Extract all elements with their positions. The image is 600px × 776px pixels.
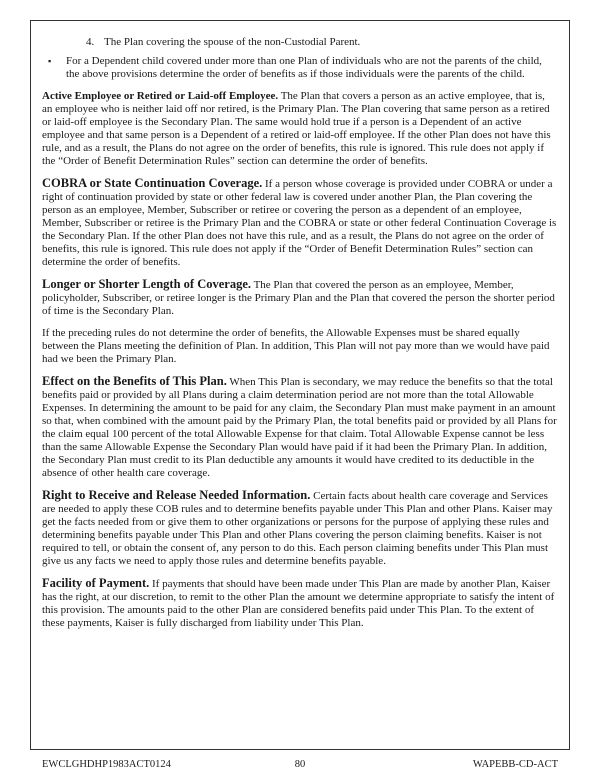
bullet-list-item <box>42 55 558 81</box>
paragraph-text: If payments that should have been made under This Plan are made by another Plan, Kaiser has the right, at our discretion, to remit to the other Plan the amount we determine appropriate to satisfy the intent of this provision. The amounts paid to the other Plan are considered benefits paid under This Plan. To the extent of these payments, Kaiser is fully discharged from liability under This Plan. <box>42 578 555 629</box>
paragraph-lead: Longer or Shorter Length of Coverage. <box>42 277 252 291</box>
paragraph-lead: COBRA or State Continuation Coverage. <box>42 176 263 190</box>
footer-document-code-right: WAPEBB-CD-ACT <box>472 759 558 770</box>
footer-document-code-left: EWCLGHDHP1983ACT0124 <box>42 759 171 770</box>
paragraph-text: If the preceding rules do not determine the order of benefits, the Allowable Expenses must be shared equally between the Plans meeting the definition of Plan. In addition, This Plan will not pay more than we would have paid had we been the Primary Plan. <box>42 327 550 365</box>
page-footer <box>42 759 558 770</box>
paragraph-text: If a person whose coverage is provided under COBRA or under a right of continuation provided by state or other federal law is covered under another Plan, the Plan covering the person as an employee, Member, Subscriber or retiree or covering the person as a dependent of an employee, Member, Subscriber or retiree is the Primary Plan and the COBRA or state or other federal Continuation Coverage is the Secondary Plan. If the other Plan does not have this rule, and as a result, the Plans do not agree on the order of benefits, this rule is ignored. This rule does not apply if the “Order of Benefit Determination Rules” section can determine the order of benefits. <box>42 178 557 268</box>
paragraph-cobra <box>42 177 558 269</box>
list-number: 4. <box>86 36 95 48</box>
paragraph-effect-on-benefits <box>42 375 558 480</box>
numbered-list-item <box>42 36 558 49</box>
paragraph-text: The Plan that covers a person as an active employee, that is, an employee who is neither laid off nor retired, is the Primary Plan. The Plan covering that same person as a retired or laid-off employee is the Secondary Plan. The same would hold true if a person is a Dependent of an active employee and that same person is a Dependent of a retired or laid-off employee. If the other Plan does not have this rule, and as a result, the Plans do not agree on the order of benefits, this rule is ignored. This rule does not apply if the “Order of Benefit Determination Rules” section can determine the order of benefits. <box>42 90 551 167</box>
paragraph-lead: Right to Receive and Release Needed Information. <box>42 488 311 502</box>
paragraph-text: When This Plan is secondary, we may reduce the benefits so that the total benefits paid or provided by all Plans during a claim determination period are not more than the total Allowable Expenses. In determining the amount to be paid for any claim, the Secondary Plan must make payment in an amount so that, when combined with the amount paid by the Primary Plan, the total benefits paid or provided by all Plans for the claim equal 100 percent of the total Allowable Expense for that claim. Total Allowable Expense cannot be less than the same Allowable Expense the Secondary Plan would have paid if it had been the Primary Plan. In addition, the Secondary Plan must credit to its Plan deductible any amounts it would have credited to its deductible in the absence of other health care coverage. <box>42 376 557 479</box>
paragraph-lead: Effect on the Benefits of This Plan. <box>42 374 227 388</box>
paragraph-lead: Active Employee or Retired or Laid-off Employee. <box>42 90 279 102</box>
page-body <box>42 36 558 639</box>
paragraph-text: The Plan that covered the person as an employee, Member, policyholder, Subscriber, or retiree longer is the Primary Plan and the Plan that covered the person the shorter period of time is the Secondary Plan. <box>42 279 555 317</box>
paragraph-length-of-coverage <box>42 278 558 318</box>
paragraph-active-employee <box>42 90 558 168</box>
paragraph-facility-of-payment <box>42 577 558 630</box>
paragraph-preceding-rules <box>42 327 558 366</box>
paragraph-text: Certain facts about health care coverage and Services are needed to apply these COB rules and to determine benefits payable under This Plan and other Plans. Kaiser may get the facts needed from or give them to other organizations or persons for the purpose of applying these rules and determining benefits payable under This Plan and other Plans covering the person claiming benefits. Kaiser is not required to tell, or obtain the consent of, any person to do this. Each person claiming benefits under This Plan must give us any facts we need to apply those rules and determine benefits payable. <box>42 490 553 567</box>
list-text: The Plan covering the spouse of the non-Custodial Parent. <box>104 36 361 48</box>
bullet-icon: ▪ <box>48 56 52 66</box>
bullet-text: For a Dependent child covered under more than one Plan of individuals who are not the parents of the child, the above provisions determine the order of benefits as if those individuals were the parents of the child. <box>66 55 542 80</box>
paragraph-right-to-receive <box>42 489 558 568</box>
footer-page-number: 80 <box>294 759 306 770</box>
paragraph-lead: Facility of Payment. <box>42 576 150 590</box>
